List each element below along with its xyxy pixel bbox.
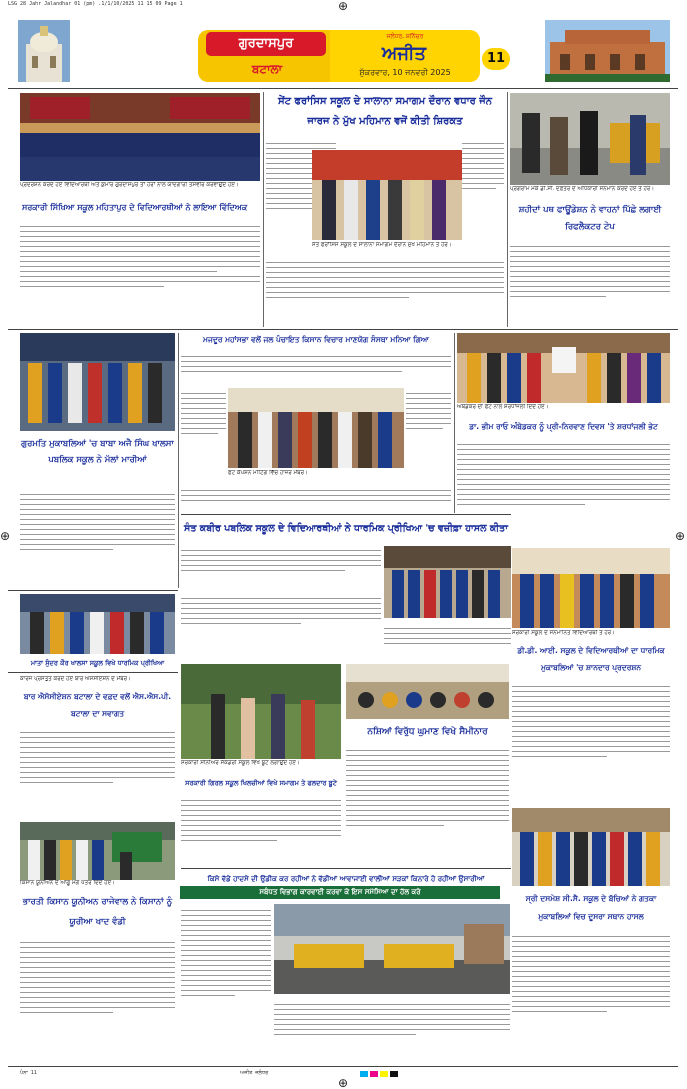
color-bar-yellow [380, 1071, 388, 1077]
registration-mark-icon: ⊕ [0, 529, 11, 543]
masthead-left-panel [198, 30, 330, 82]
meeting-group-photo [228, 388, 404, 468]
registration-mark-icon: ⊕ [675, 529, 686, 543]
s6-body-top [181, 348, 451, 383]
masthead-right-panel [330, 30, 480, 82]
s6-body-right [406, 385, 451, 475]
edition-title: ਗੁਰਦਾਸਪੁਰ [206, 32, 326, 56]
s12-body [346, 742, 509, 882]
section-divider [8, 329, 678, 330]
s6-headline: ਮਜਦੂਰ ਮਹਾਂਸਭਾ ਵਲੋਂ ਜਲ ਪੰਚਾਇਤ ਕਿਸਾਨ ਵਿਚਾਰ ਮਾਣਯੋਗ ਸੰਸਥਾ ਮਨਿਆ ਗਿਆ [203, 335, 429, 344]
s10-headline: ਬਾਰ ਐਸੋਸੀਏਸ਼ਨ ਬਟਾਲਾ ਦੇ ਵਫ਼ਦ ਵਲੋਂ ਐਸ.ਐਸ.ਪੀ. ਬਟਾਲਾ ਦਾ ਸਵਾਗਤ [23, 692, 172, 718]
students-group-photo [20, 93, 260, 181]
column-divider [454, 333, 455, 513]
s16-body [512, 928, 670, 1062]
s9-body-3 [384, 620, 511, 660]
s3-headline: ਸ਼ਹੀਦਾਂ ਪਥ ਫਾਊਂਡੇਸ਼ਨ ਨੇ ਵਾਹਨਾਂ ਪਿੱਛੇ ਲਗਾਈ ਰਿਫਲੈਕਟਰ ਟੇਪ [518, 205, 662, 232]
s14-caption: ਕਿਸਾਨ ਯੂਨੀਅਨ ਦੇ ਆਗੂ ਮੰਗ ਪੱਤਰ ਦਿੰਦੇ ਹੋਏ। [20, 880, 115, 886]
khalsa-school-photo [20, 594, 175, 654]
school-students-trophy-photo [512, 548, 670, 628]
s10-caption: ਕਾਰਜ ਪ੍ਰਸਤੁਤ ਕਰਦੇ ਹੋਏ ਬਾਰ ਐਸੋਸੀਏਸ਼ਨ ਦੇ ਮੈਂਬਰ। [20, 676, 131, 682]
s7-headline: ਗੁਰਮਤਿ ਮੁਕਾਬਲਿਆਂ 'ਚ ਬਾਬਾ ਅਜੈ ਸਿੰਘ ਖਾਲਸਾ ਪਬਲਿਕ ਸਕੂਲ ਨੇ ਮੱਲਾਂ ਮਾਰੀਆਂ [21, 439, 174, 465]
column-divider [507, 92, 508, 327]
s13-body [512, 678, 670, 808]
s2-caption: ਪ੍ਰਦਰਸ਼ਨ ਕਰਦੇ ਹੋਏ ਵਿਦਿਆਰਥੀ ਅਤੇ ਕੁਮਾਰ ਗੁਰਦਾਸਪੁਰ ਤਾਂ ਹੋਰਾਂ ਨਾਲ ਯਾਦਗਾਰੀ ਤਸਵੀਰ ਕਰਵਾਉਂਦੇ ਹੋਏ। [20, 182, 239, 188]
s6-body-bottom [181, 482, 451, 512]
roadside-construction-photo [274, 904, 510, 994]
tree-planting-photo [181, 664, 341, 759]
issue-date: ਸ਼ੁੱਕਰਵਾਰ, 10 ਜਨਵਰੀ 2025 [359, 68, 451, 77]
s1-headline: ਸੇਂਟ ਫਰਾਂਸਿਸ ਸਕੂਲ ਦੇ ਸਾਲਾਨਾ ਸਮਾਗਮ ਦੌਰਾਨ ਵਧਾਰ ਜੌਨ ਜਾਰਜ ਨੇ ਮੁੱਖ ਮਹਿਮਾਨ ਵਜੋਂ ਕੀਤੀ ਸ਼ਿਰਕਤ [277, 96, 493, 127]
s13-headline: ਡੀ.ਡੀ. ਆਈ. ਸਕੂਲ ਦੇ ਵਿਦਿਆਰਥੀਆਂ ਦਾ ਧਾਰਮਿਕ ਮੁਕਾਬਲਿਆਂ 'ਚ ਸ਼ਾਨਦਾਰ ਪ੍ਰਦਰਸ਼ਨ [517, 646, 665, 672]
s15-headline: ਕਿਸੇ ਵੱਡੇ ਹਾਦਸੇ ਦੀ ਉਡੀਕ ਕਰ ਰਹੀਆਂ ਨੇ ਵੱਡੀਆਂ ਆਵਾਜਾਈ ਵਾਲੀਆਂ ਸੜਕਾਂ ਕਿਨਾਰੇ ਹੋ ਰਹੀਆਂ ਉਸਾਰੀਆਂ [207, 875, 485, 883]
column-divider [263, 92, 264, 327]
s2-headline: ਸਰਕਾਰੀ ਸਿੱਖਿਆ ਸਕੂਲ ਮਹਿਤਾਪੁਰ ਦੇ ਵਿਦਿਆਰਥੀਆਂ ਨੇ ਲਾਇਆ ਵਿੱਦਿਅਕ [22, 203, 248, 212]
footer-center-text: ਅਜੀਤ ਜਲੰਧਰ [240, 1070, 269, 1076]
s5-headline: ਮਾਤਾ ਸੁੰਦਰ ਕੌਰ ਖਾਲਸਾ ਸਕੂਲ ਵਿਖੇ ਧਾਰਮਿਕ ਪ੍ਰੀਖਿਆ [30, 659, 165, 667]
s9-body [181, 542, 381, 587]
s11-headline: ਸਰਕਾਰੀ ਗਿਰਲ ਸਕੂਲ ਖਿਲਚੀਆਂ ਵਿਖੇ ਸਮਾਗਮ ਤੇ ਫਲਦਾਰ ਬੂਟੇ [185, 779, 337, 787]
city-title: ਬਟਾਲਾ [251, 62, 283, 76]
s3-caption: ਪ੍ਰੋਗਰਾਮ ਮੌਕੇ ਡੀ.ਸੀ. ਦਫ਼ਤਰ ਦੇ ਅਧਿਕਾਰੀ ਸਨਮਾਨ ਕਰਦੇ ਹੋਏ ਤੇ ਹੋਰ। [510, 186, 655, 192]
scholarship-students-photo [384, 546, 511, 618]
section-divider [8, 672, 178, 673]
s15-body-left [181, 902, 271, 1062]
section-divider [8, 590, 178, 591]
farmers-union-photo [20, 822, 175, 880]
print-slug: LSG 28 Jahr Jalandhar 01 (pm) .1/1/10/2025 11 15 09 Page 1 [8, 1, 183, 7]
s4-caption: ਸੰਤ ਫਰਾਂਸਿਸ ਸਕੂਲ ਦੇ ਸਾਲਾਨਾ ਸਮਾਗਮ ਦੌਰਾਨ ਮੁੱਖ ਮਹਿਮਾਨ ਤੇ ਹੋਰ। [312, 242, 452, 248]
s2-body [20, 218, 260, 313]
page-number-badge: 11 [482, 48, 510, 70]
gurdwara-photo [18, 20, 70, 82]
color-bar-black [390, 1071, 398, 1077]
s9-headline: ਸੰਤ ਕਬੀਰ ਪਬਲਿਕ ਸਕੂਲ ਦੇ ਵਿਦਿਆਰਥੀਆਂ ਨੇ ਧਾਰਮਿਕ ਪ੍ਰੀਖਿਆ 'ਚ ਵਜ਼ੀਫ਼ਾ ਹਾਸਲ ਕੀਤਾ [184, 523, 508, 534]
masthead [198, 30, 480, 82]
s6-caption: ਫੋਟੋ ਕੈਪਸ਼ਨ ਮੀਟਿੰਗ ਵਿੱਚ ਹਾਜ਼ਰ ਮੈਂਬਰ। [228, 470, 308, 476]
color-bar-magenta [370, 1071, 378, 1077]
section-divider [181, 868, 511, 869]
ambedkar-tribute-photo [457, 333, 670, 403]
seminar-audience-photo [346, 664, 509, 719]
reflector-tape-photo [510, 93, 670, 185]
brand-title: ਅਜੀਤ [381, 43, 427, 64]
masthead-tagline: ਜਲੰਧਰ, ਸ਼ਨਿੱਚਰ [386, 33, 424, 40]
gurmat-competition-photo [20, 333, 175, 431]
s14-body [20, 934, 175, 1064]
s13-caption: ਸਰਕਾਰੀ ਸਕੂਲ ਦੇ ਸਨਮਾਨਿਤ ਵਿਦਿਆਰਥੀ ਤੇ ਹੋਰ। [512, 630, 615, 636]
footer-left-text: ਪੰਨਾ 11 [20, 1070, 37, 1076]
section-divider [181, 514, 511, 515]
s1-body-right [462, 135, 504, 245]
s14-headline: ਭਾਰਤੀ ਕਿਸਾਨ ਯੂਨੀਅਨ ਰਾਜੇਵਾਲ ਨੇ ਕਿਸਾਨਾਂ ਨੂੰ ਯੂਰੀਆ ਖਾਦ ਵੰਡੀ [22, 897, 173, 927]
s10-body [20, 724, 175, 814]
heritage-building-photo [545, 20, 670, 82]
s9-body-2 [181, 590, 381, 640]
gatka-students-photo [512, 808, 670, 886]
s8-headline: ਡਾ. ਭੀਮ ਰਾਓ ਅੰਬੇਡਕਰ ਨੂੰ ਪ੍ਰੀ-ਨਿਰਵਾਣ ਦਿਵਸ 'ਤੇ ਸ਼ਰਧਾਂਜਲੀ ਭੇਟ [469, 422, 658, 431]
school-event-photo [312, 150, 462, 240]
s15-body-bottom [274, 996, 510, 1062]
s7-body [20, 486, 175, 586]
s3-body [510, 238, 670, 326]
column-divider [178, 333, 179, 588]
s11-caption: ਸਰਕਾਰੀ ਸੀਨੀਅਰ ਸੈਕੰਡਰੀ ਸਕੂਲ ਵਿਖੇ ਬੂਟੇ ਲਗਾਉਂਦੇ ਹੋਏ। [181, 760, 300, 766]
s16-headline: ਸ੍ਰੀ ਦਸਮੇਸ਼ ਸੀ.ਸੈ. ਸਕੂਲ ਦੇ ਬੱਚਿਆਂ ਨੇ ਗਤਕਾ ਮੁਕਾਬਲਿਆਂ ਵਿਚ ਦੂਸਰਾ ਸਥਾਨ ਹਾਸਲ [525, 894, 657, 921]
s6-body-left [181, 385, 226, 475]
registration-mark-icon: ⊕ [338, 1076, 349, 1089]
color-bar-cyan [360, 1071, 368, 1077]
s15-banner: ਸਬੰਧਤ ਵਿਭਾਗ ਕਾਰਵਾਈ ਕਰਵਾ ਕੇ ਇਸ ਸਮੱਸਿਆ ਦਾ ਹੱਲ ਕਰੇ [180, 886, 500, 899]
s1-body-bottom [266, 254, 504, 326]
s8-caption: ਅੰਬੇਡਕਰ ਦੀ ਫੋਟੋ ਨਾਲ ਸ਼ਰਧਾਂਜਲੀ ਦਿੰਦੇ ਹੋਏ। [457, 404, 549, 410]
masthead-divider [8, 88, 678, 89]
s12-headline: ਨਸ਼ਿਆਂ ਵਿਰੁੱਧ ਘੁਮਾਣ ਵਿਖੇ ਸੈਮੀਨਾਰ [367, 727, 488, 737]
s11-body [181, 792, 341, 872]
footer-divider [8, 1066, 678, 1067]
registration-mark-icon: ⊕ [338, 0, 349, 13]
